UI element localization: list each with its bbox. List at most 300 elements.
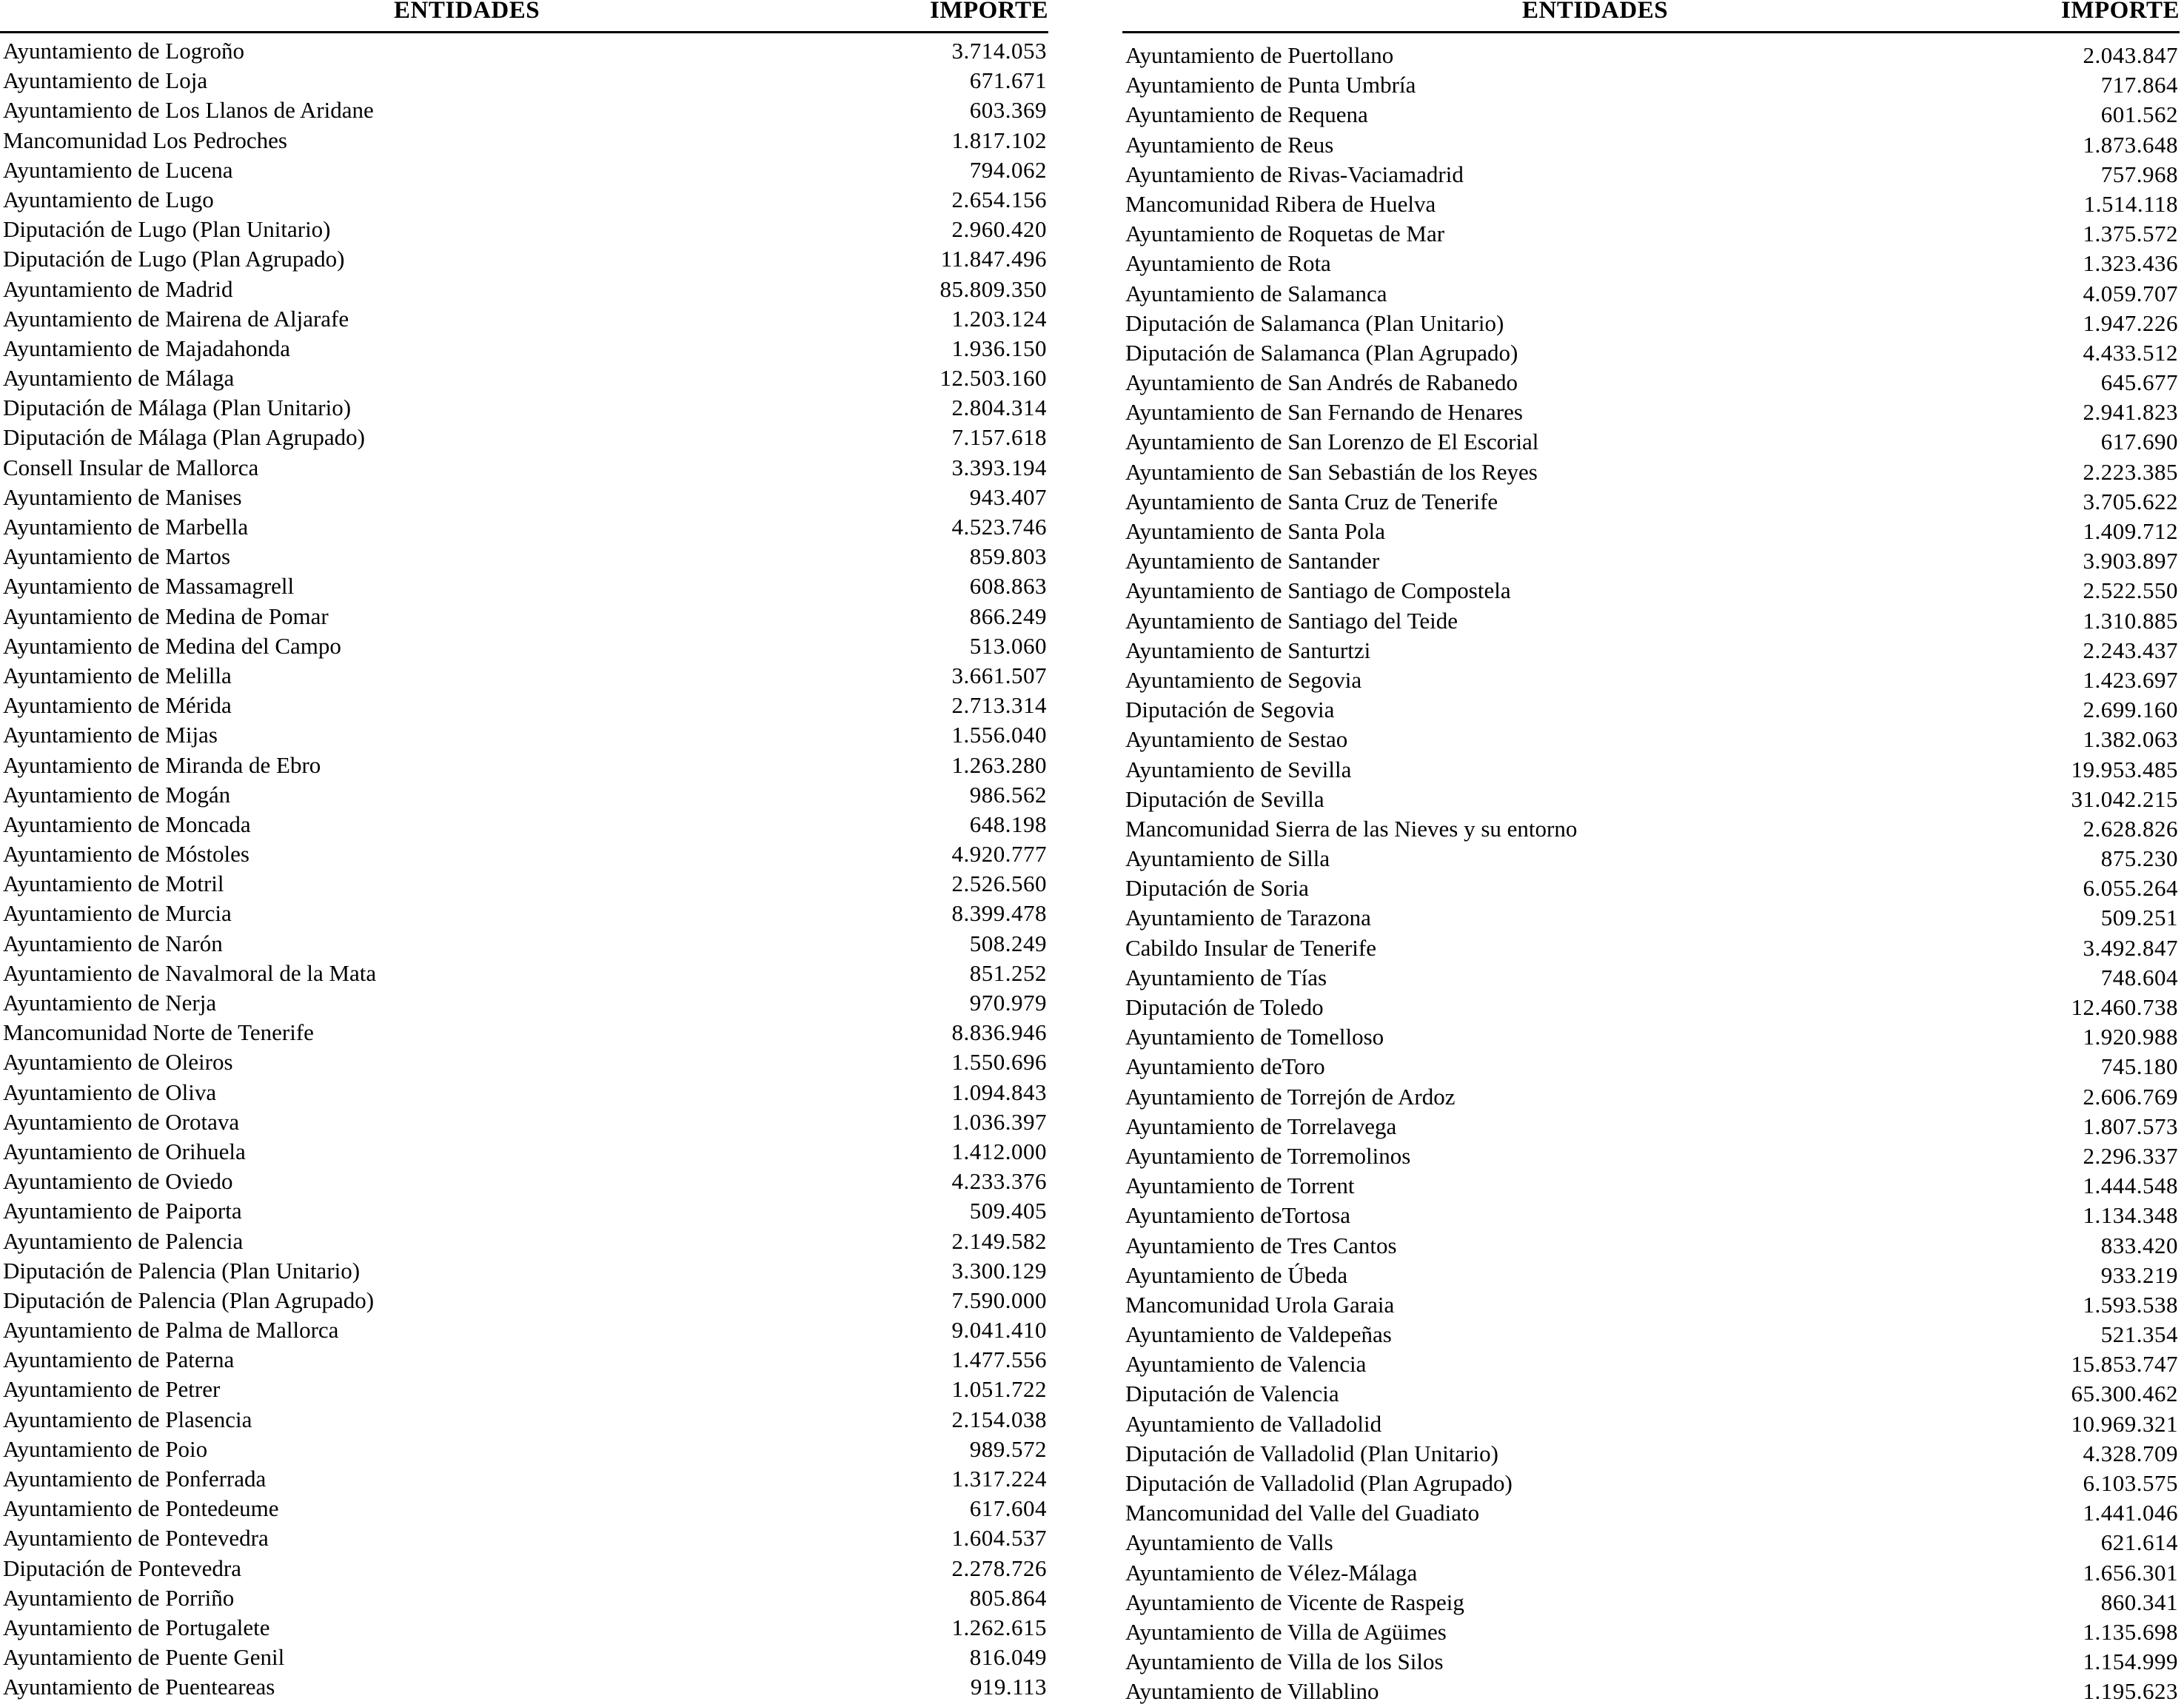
table-row <box>1122 100 2180 130</box>
entity-name: Diputación de Segovia <box>1125 697 1335 723</box>
table-row <box>1122 1022 2180 1052</box>
amount-value: 1.094.843 <box>951 1079 1047 1105</box>
amount-value: 2.526.560 <box>951 871 1047 897</box>
entity-name: Ayuntamiento de Vicente de Raspeig <box>1125 1589 1464 1615</box>
entity-name: Ayuntamiento de Santiago de Compostela <box>1125 577 1511 604</box>
entity-name: Mancomunidad Norte de Tenerife <box>3 1019 314 1046</box>
table-row <box>0 185 1048 215</box>
entity-name: Diputación de Pontevedra <box>3 1555 241 1581</box>
entity-name: Ayuntamiento de Palencia <box>3 1227 244 1254</box>
amount-value: 3.393.194 <box>951 454 1047 480</box>
entity-name: Ayuntamiento de Paterna <box>3 1347 235 1373</box>
amount-value: 1.409.712 <box>2083 518 2178 544</box>
entity-name: Mancomunidad Los Pedroches <box>3 127 287 153</box>
table-row <box>0 1435 1048 1464</box>
entity-name: Ayuntamiento de Villa de los Silos <box>1125 1649 1444 1675</box>
entity-name: Ayuntamiento de Málaga <box>3 365 235 392</box>
amount-value: 9.041.410 <box>951 1317 1047 1344</box>
table-row <box>0 215 1048 244</box>
entity-name: Ayuntamiento de Navalmoral de la Mata <box>3 959 377 986</box>
entity-name: Ayuntamiento de Tías <box>1125 964 1327 990</box>
entity-name: Ayuntamiento de Moncada <box>3 811 251 837</box>
amount-value: 3.903.897 <box>2083 548 2178 574</box>
table-row <box>0 988 1048 1018</box>
amount-value: 1.947.226 <box>2083 309 2178 336</box>
table-row <box>0 66 1048 95</box>
table-row <box>0 751 1048 780</box>
entity-name: Ayuntamiento de Oviedo <box>3 1168 233 1195</box>
entity-name: Ayuntamiento de Manises <box>3 483 242 510</box>
amount-value: 2.804.314 <box>951 395 1047 421</box>
table-row <box>0 929 1048 959</box>
entity-name: Ayuntamiento de San Lorenzo de El Escorial <box>1125 429 1539 455</box>
entity-name: Ayuntamiento de Puertollano <box>1125 42 1394 68</box>
amount-value: 3.300.129 <box>951 1257 1047 1284</box>
entity-name: Ayuntamiento de Puente Genil <box>3 1644 285 1671</box>
amount-value: 4.328.709 <box>2083 1440 2178 1466</box>
amount-value: 989.572 <box>969 1435 1047 1462</box>
amount-value: 12.460.738 <box>2071 994 2178 1020</box>
amount-value: 1.807.573 <box>2083 1113 2178 1139</box>
amount-value: 8.836.946 <box>951 1019 1047 1046</box>
table-row <box>0 1137 1048 1167</box>
amount-value: 1.936.150 <box>951 335 1047 361</box>
table-row <box>1122 755 2180 785</box>
entity-name: Ayuntamiento de Salamanca <box>1125 280 1387 306</box>
table-row <box>1122 576 2180 606</box>
entity-name: Ayuntamiento de Valdepeñas <box>1125 1321 1392 1348</box>
amount-value: 970.979 <box>969 990 1047 1016</box>
table-row <box>0 1018 1048 1047</box>
entity-name: Diputación de Lugo (Plan Unitario) <box>3 216 331 243</box>
entity-name: Ayuntamiento de Madrid <box>3 275 233 302</box>
table-row <box>0 95 1048 125</box>
amount-value: 933.219 <box>2100 1261 2178 1288</box>
amount-value: 509.251 <box>2100 905 2178 931</box>
table-row <box>0 1315 1048 1345</box>
entity-name: Ayuntamiento de Nerja <box>3 990 217 1016</box>
amount-value: 2.960.420 <box>951 216 1047 243</box>
entity-name: Ayuntamiento de Puenteareas <box>3 1674 275 1700</box>
table-row <box>1122 785 2180 814</box>
entity-name: Ayuntamiento de Motril <box>3 871 224 897</box>
entity-name: Ayuntamiento de Torrent <box>1125 1173 1355 1199</box>
amount-value: 2.296.337 <box>2083 1142 2178 1169</box>
entity-name: Ayuntamiento de Mijas <box>3 722 218 748</box>
amount-value: 1.656.301 <box>2083 1559 2178 1586</box>
amount-value: 748.604 <box>2100 964 2178 990</box>
entity-name: Mancomunidad Ribera de Huelva <box>1125 190 1436 217</box>
entity-name: Ayuntamiento de Valls <box>1125 1529 1333 1556</box>
entity-name: Ayuntamiento de Rivas-Vaciamadrid <box>1125 161 1464 187</box>
entity-name: Ayuntamiento de Paiporta <box>3 1198 242 1224</box>
amount-value: 805.864 <box>969 1584 1047 1611</box>
table-row <box>1122 725 2180 754</box>
amount-value: 4.433.512 <box>2083 339 2178 366</box>
amount-value: 7.590.000 <box>951 1287 1047 1313</box>
table-row <box>0 869 1048 899</box>
amount-value: 1.051.722 <box>951 1376 1047 1403</box>
table-row <box>1122 160 2180 190</box>
amount-value: 617.690 <box>2100 429 2178 455</box>
entity-name: Ayuntamiento de Porriño <box>3 1584 235 1611</box>
amount-value: 648.198 <box>969 811 1047 837</box>
amount-value: 2.699.160 <box>2083 697 2178 723</box>
table-row <box>1122 457 2180 487</box>
entity-name: Diputación de Palencia (Plan Agrupado) <box>3 1287 375 1313</box>
amount-value: 31.042.215 <box>2071 785 2178 812</box>
entity-name: Ayuntamiento de Villablino <box>1125 1678 1379 1705</box>
amount-value: 3.714.053 <box>951 38 1047 64</box>
table-row <box>0 363 1048 393</box>
importe-header: IMPORTE <box>2060 0 2180 24</box>
entity-name: Ayuntamiento de Santiago del Teide <box>1125 607 1458 634</box>
amount-value: 794.062 <box>969 156 1047 183</box>
entity-name: Ayuntamiento de Medina de Pomar <box>3 603 329 629</box>
table-row <box>1122 1082 2180 1112</box>
entity-name: Ayuntamiento de Mogán <box>3 781 231 808</box>
amount-value: 4.233.376 <box>951 1168 1047 1195</box>
entity-name: Ayuntamiento de Lucena <box>3 156 233 183</box>
left-table-header <box>0 0 1048 33</box>
table-row <box>0 334 1048 363</box>
entity-name: Ayuntamiento de Úbeda <box>1125 1261 1348 1288</box>
amount-value: 833.420 <box>2100 1232 2178 1258</box>
amount-value: 1.310.885 <box>2083 607 2178 634</box>
amount-value: 621.614 <box>2100 1529 2178 1556</box>
amount-value: 986.562 <box>969 781 1047 808</box>
amount-value: 12.503.160 <box>939 365 1047 392</box>
entity-name: Ayuntamiento de Pontevedra <box>3 1525 269 1552</box>
amount-value: 6.103.575 <box>2083 1470 2178 1496</box>
table-row <box>1122 309 2180 338</box>
table-row <box>0 1227 1048 1256</box>
amount-value: 1.444.548 <box>2083 1173 2178 1199</box>
table-row <box>0 393 1048 423</box>
entity-name: Consell Insular de Mallorca <box>3 454 259 480</box>
amount-value: 1.514.118 <box>2083 190 2178 217</box>
entity-name: Ayuntamiento de Reus <box>1125 131 1334 158</box>
table-row <box>1122 1052 2180 1081</box>
table-row <box>0 1405 1048 1435</box>
amount-value: 513.060 <box>969 632 1047 659</box>
amount-value: 2.043.847 <box>2083 42 2178 68</box>
table-row <box>1122 665 2180 695</box>
table-row <box>1122 41 2180 70</box>
table-row <box>0 691 1048 720</box>
entity-name: Ayuntamiento de Valencia <box>1125 1351 1367 1378</box>
table-row <box>1122 368 2180 398</box>
table-row <box>1122 1558 2180 1588</box>
amount-value: 19.953.485 <box>2071 756 2178 782</box>
entity-name: Mancomunidad del Valle del Guadiato <box>1125 1500 1480 1526</box>
table-row <box>1122 190 2180 219</box>
table-row <box>1122 1439 2180 1469</box>
table-row <box>0 1672 1048 1702</box>
right-table <box>1122 0 2180 1705</box>
amount-value: 11.847.496 <box>940 246 1047 272</box>
table-row <box>1122 814 2180 844</box>
entity-name: Diputación de Málaga (Plan Agrupado) <box>3 424 365 451</box>
table-row <box>1122 1677 2180 1706</box>
entity-name: Ayuntamiento de Majadahonda <box>3 335 290 361</box>
amount-value: 1.203.124 <box>951 305 1047 332</box>
amount-value: 3.492.847 <box>2083 934 2178 961</box>
amount-value: 2.278.726 <box>951 1555 1047 1581</box>
table-row <box>1122 546 2180 576</box>
table-row <box>0 1345 1048 1375</box>
amount-value: 1.873.648 <box>2083 131 2178 158</box>
amount-value: 3.705.622 <box>2083 488 2178 514</box>
table-row <box>1122 427 2180 457</box>
entity-name: Diputación de Salamanca (Plan Unitario) <box>1125 309 1504 336</box>
entity-name: Ayuntamiento de Petrer <box>3 1376 221 1403</box>
table-row <box>0 542 1048 571</box>
table-row <box>1122 130 2180 160</box>
entidades-header: ENTIDADES <box>394 0 540 24</box>
table-row <box>1122 933 2180 963</box>
entity-name: Ayuntamiento de Santander <box>1125 548 1380 574</box>
amount-value: 851.252 <box>969 959 1047 986</box>
amount-value: 1.477.556 <box>951 1347 1047 1373</box>
table-row <box>1122 1588 2180 1617</box>
table-row <box>0 512 1048 542</box>
amount-value: 1.382.063 <box>2083 726 2178 753</box>
table-row <box>0 1286 1048 1315</box>
table-row <box>0 1554 1048 1583</box>
entity-name: Diputación de Soria <box>1125 875 1309 902</box>
entity-name: Ayuntamiento de Miranda de Ebro <box>3 751 321 778</box>
entity-name: Ayuntamiento de San Andrés de Rabanedo <box>1125 369 1518 396</box>
table-row <box>0 810 1048 839</box>
entity-name: Diputación de Toledo <box>1125 994 1324 1020</box>
entity-name: Ayuntamiento de Oleiros <box>3 1049 233 1076</box>
table-row <box>0 1078 1048 1107</box>
right-table-header <box>1122 0 2180 33</box>
amount-value: 2.941.823 <box>2083 399 2178 426</box>
amount-value: 671.671 <box>969 67 1047 94</box>
table-row <box>1122 636 2180 665</box>
table-row <box>0 1047 1048 1077</box>
amount-value: 1.604.537 <box>951 1525 1047 1552</box>
entity-name: Ayuntamiento de Villa de Agüimes <box>1125 1618 1447 1645</box>
table-row <box>1122 1290 2180 1320</box>
table-row <box>0 1375 1048 1404</box>
amount-value: 65.300.462 <box>2071 1381 2178 1407</box>
amount-value: 1.135.698 <box>2083 1618 2178 1645</box>
table-row <box>1122 338 2180 368</box>
table-row <box>1122 695 2180 725</box>
left-table-body <box>0 36 1048 1703</box>
table-row <box>1122 1231 2180 1261</box>
entity-name: Ayuntamiento de Palma de Mallorca <box>3 1317 339 1344</box>
amount-value: 1.263.280 <box>951 751 1047 778</box>
amount-value: 1.375.572 <box>2083 221 2178 247</box>
entity-name: Ayuntamiento de Sevilla <box>1125 756 1352 782</box>
table-row <box>0 126 1048 155</box>
table-row <box>0 1196 1048 1226</box>
table-row <box>0 1464 1048 1494</box>
amount-value: 508.249 <box>969 930 1047 956</box>
amount-value: 608.863 <box>969 573 1047 600</box>
amount-value: 1.195.623 <box>2083 1678 2178 1705</box>
amount-value: 2.223.385 <box>2083 458 2178 485</box>
table-row <box>1122 1349 2180 1379</box>
table-row <box>1122 70 2180 100</box>
table-row <box>1122 219 2180 249</box>
table-row <box>0 1494 1048 1523</box>
table-row <box>1122 844 2180 873</box>
amount-value: 2.149.582 <box>951 1227 1047 1254</box>
table-row <box>0 453 1048 483</box>
amount-value: 521.354 <box>2100 1321 2178 1348</box>
entity-name: Diputación de Valladolid (Plan Agrupado) <box>1125 1470 1513 1496</box>
entity-name: Ayuntamiento de Tomelloso <box>1125 1024 1384 1050</box>
amount-value: 1.556.040 <box>951 722 1047 748</box>
amount-value: 3.661.507 <box>951 662 1047 688</box>
amount-value: 859.803 <box>969 543 1047 570</box>
amount-value: 745.180 <box>2100 1053 2178 1080</box>
table-row <box>0 571 1048 601</box>
table-row <box>0 959 1048 988</box>
entity-name: Ayuntamiento de Logroño <box>3 38 245 64</box>
table-row <box>0 423 1048 452</box>
entity-name: Ayuntamiento de Portugalete <box>3 1614 270 1640</box>
table-row <box>0 1167 1048 1196</box>
entity-name: Ayuntamiento de Silla <box>1125 845 1330 872</box>
amount-value: 1.920.988 <box>2083 1024 2178 1050</box>
amount-value: 2.628.826 <box>2083 815 2178 842</box>
table-row <box>0 1523 1048 1553</box>
entity-name: Ayuntamiento de Tarazona <box>1125 905 1371 931</box>
entity-name: Ayuntamiento de Marbella <box>3 514 249 540</box>
entity-name: Ayuntamiento de Tres Cantos <box>1125 1232 1397 1258</box>
entity-name: Ayuntamiento de Orotava <box>3 1108 240 1135</box>
table-row <box>1122 1617 2180 1647</box>
amount-value: 645.677 <box>2100 369 2178 396</box>
entity-name: Ayuntamiento de Roquetas de Mar <box>1125 221 1445 247</box>
entity-name: Ayuntamiento de Santurtzi <box>1125 637 1371 663</box>
table-row <box>0 304 1048 334</box>
entity-name: Ayuntamiento de Plasencia <box>3 1406 252 1432</box>
amount-value: 10.969.321 <box>2071 1410 2178 1437</box>
table-row <box>0 1107 1048 1137</box>
entity-name: Ayuntamiento de Requena <box>1125 101 1368 128</box>
amount-value: 2.606.769 <box>2083 1083 2178 1110</box>
table-row <box>0 1643 1048 1672</box>
amount-value: 617.604 <box>969 1495 1047 1522</box>
table-row <box>0 661 1048 691</box>
entity-name: Diputación de Palencia (Plan Unitario) <box>3 1257 361 1284</box>
amount-value: 717.864 <box>2100 72 2178 98</box>
amount-value: 875.230 <box>2100 845 2178 872</box>
table-row <box>1122 606 2180 636</box>
entity-name: Ayuntamiento de Mérida <box>3 692 232 719</box>
amount-value: 4.523.746 <box>951 514 1047 540</box>
importe-header: IMPORTE <box>929 0 1048 24</box>
amount-value: 8.399.478 <box>951 900 1047 927</box>
table-row <box>1122 963 2180 993</box>
table-row <box>1122 249 2180 278</box>
table-row <box>0 899 1048 928</box>
amount-value: 1.441.046 <box>2083 1500 2178 1526</box>
table-row <box>0 483 1048 512</box>
entity-name: Ayuntamiento de Narón <box>3 930 223 956</box>
amount-value: 2.154.038 <box>951 1406 1047 1432</box>
table-row <box>0 1613 1048 1643</box>
table-row <box>1122 1171 2180 1201</box>
entity-name: Ayuntamiento de Orihuela <box>3 1138 246 1164</box>
amount-value: 6.055.264 <box>2083 875 2178 902</box>
entity-name: Ayuntamiento de Lugo <box>3 186 214 212</box>
table-row <box>0 155 1048 185</box>
amount-value: 2.654.156 <box>951 186 1047 212</box>
entity-name: Diputación de Salamanca (Plan Agrupado) <box>1125 339 1518 366</box>
entity-name: Ayuntamiento de Sestao <box>1125 726 1348 753</box>
table-row <box>1122 1201 2180 1230</box>
table-row <box>1122 1469 2180 1498</box>
amount-value: 1.317.224 <box>951 1466 1047 1492</box>
amount-value: 1.817.102 <box>951 127 1047 153</box>
table-row <box>0 1256 1048 1286</box>
entity-name: Mancomunidad Urola Garaia <box>1125 1291 1395 1318</box>
amount-value: 1.262.615 <box>951 1614 1047 1640</box>
table-row <box>1122 487 2180 517</box>
table-row <box>1122 1141 2180 1171</box>
entity-name: Ayuntamiento deTortosa <box>1125 1202 1351 1229</box>
entity-name: Cabildo Insular de Tenerife <box>1125 934 1377 961</box>
entity-name: Ayuntamiento de Vélez-Málaga <box>1125 1559 1418 1586</box>
table-row <box>1122 903 2180 933</box>
entity-name: Diputación de Málaga (Plan Unitario) <box>3 395 352 421</box>
amount-value: 1.323.436 <box>2083 250 2178 277</box>
entity-name: Ayuntamiento de Martos <box>3 543 231 570</box>
entity-name: Ayuntamiento de Torrejón de Ardoz <box>1125 1083 1456 1110</box>
amount-value: 4.920.777 <box>951 841 1047 868</box>
amount-value: 943.407 <box>969 483 1047 510</box>
table-row <box>0 780 1048 810</box>
table-row <box>1122 1112 2180 1141</box>
amount-value: 866.249 <box>969 603 1047 629</box>
entity-name: Ayuntamiento de Rota <box>1125 250 1331 277</box>
table-row <box>0 631 1048 661</box>
entity-name: Ayuntamiento de Segovia <box>1125 666 1362 693</box>
entity-name: Ayuntamiento de Santa Cruz de Tenerife <box>1125 488 1498 514</box>
entity-name: Ayuntamiento de Móstoles <box>3 841 249 868</box>
entity-name: Ayuntamiento de Santa Pola <box>1125 518 1386 544</box>
amount-value: 919.113 <box>970 1674 1047 1700</box>
entity-name: Ayuntamiento de Medina del Campo <box>3 632 341 659</box>
entity-name: Diputación de Sevilla <box>1125 785 1324 812</box>
table-row <box>1122 517 2180 546</box>
entity-name: Ayuntamiento de Punta Umbría <box>1125 72 1416 98</box>
amount-value: 1.550.696 <box>951 1049 1047 1076</box>
amount-value: 1.593.538 <box>2083 1291 2178 1318</box>
table-row <box>1122 279 2180 309</box>
table-row <box>1122 398 2180 427</box>
amount-value: 860.341 <box>2100 1589 2178 1615</box>
entity-name: Ayuntamiento de Poio <box>3 1435 208 1462</box>
entity-name: Diputación de Valladolid (Plan Unitario) <box>1125 1440 1498 1466</box>
amount-value: 7.157.618 <box>951 424 1047 451</box>
table-row <box>0 720 1048 750</box>
amount-value: 601.562 <box>2100 101 2178 128</box>
table-row <box>1122 1647 2180 1677</box>
entity-name: Ayuntamiento de Melilla <box>3 662 232 688</box>
entity-name: Ayuntamiento de Mairena de Aljarafe <box>3 305 349 332</box>
table-row <box>1122 993 2180 1022</box>
amount-value: 2.713.314 <box>951 692 1047 719</box>
